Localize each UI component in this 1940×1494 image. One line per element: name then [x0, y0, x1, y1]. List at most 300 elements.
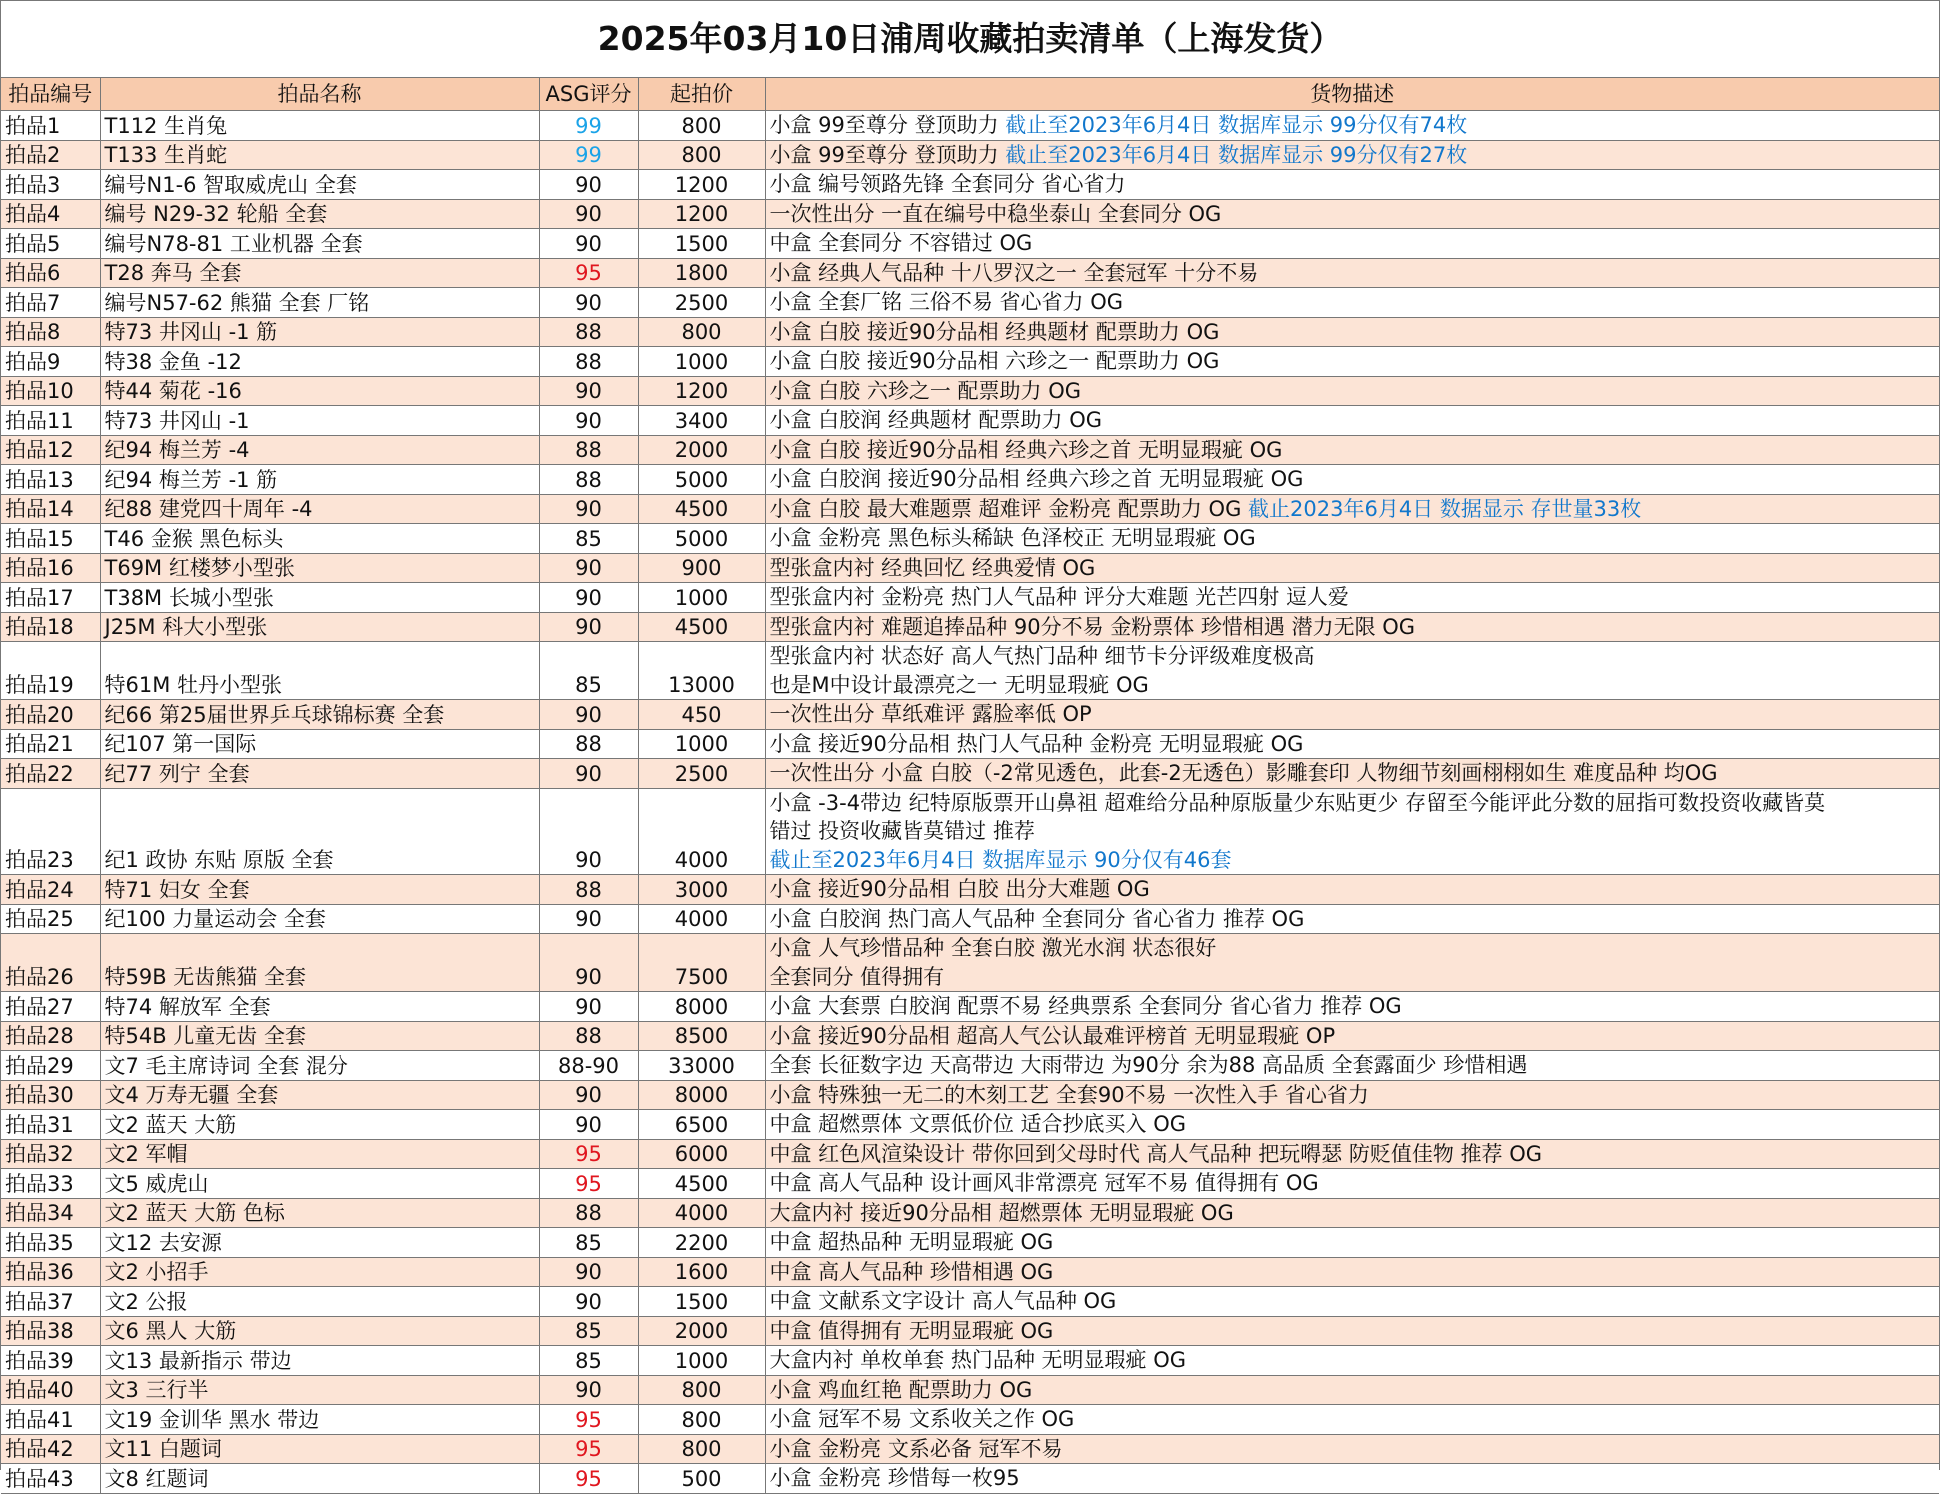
score-cell: 88	[539, 729, 638, 759]
description-cell	[765, 553, 1939, 583]
lot-id-cell: 拍品3	[1, 170, 100, 200]
table-row	[1, 140, 1939, 170]
description-line	[770, 846, 1936, 875]
table-row	[1, 992, 1939, 1022]
description-text: 小盒 白胶 接近90分品相 经典题材 配票助力 OG	[769, 319, 1220, 344]
description-line	[770, 229, 1936, 258]
start-price-cell: 2500	[638, 759, 765, 789]
score-cell: 90	[539, 904, 638, 934]
description-cell	[765, 788, 1939, 875]
table-row	[1, 524, 1939, 554]
lot-name-cell: T46 金猴 黑色标头	[100, 524, 539, 554]
table-row	[1, 229, 1939, 259]
description-cell	[765, 317, 1939, 347]
lot-name-cell: 编号N1-6 智取威虎山 全套	[100, 170, 539, 200]
description-text: 小盒 编号领路先锋 全套同分 省心省力	[769, 172, 1126, 196]
lot-name-cell: 文4 万寿无疆 全套	[100, 1080, 539, 1110]
lot-id-cell: 拍品21	[1, 729, 100, 759]
table-row	[1, 1257, 1939, 1287]
description-line	[770, 817, 1936, 846]
start-price-cell: 1000	[638, 729, 765, 759]
description-text: 小盒 金粉亮 珍惜每一枚95	[769, 1466, 1020, 1490]
description-cell	[765, 875, 1939, 905]
table-row	[1, 1021, 1939, 1051]
lot-id-cell: 拍品17	[1, 583, 100, 613]
description-cell	[765, 1021, 1939, 1051]
score-cell: 95	[539, 1464, 638, 1494]
header-row	[1, 78, 1939, 111]
description-text: 小盒 白胶 接近90分品相 六珍之一 配票助力 OG	[769, 349, 1220, 373]
lot-name-cell: T69M 红楼梦小型张	[100, 553, 539, 583]
description-line	[770, 1140, 1936, 1169]
description-cell	[765, 435, 1939, 465]
description-line	[770, 642, 1936, 671]
table-row	[1, 199, 1939, 229]
score-cell: 85	[539, 642, 638, 700]
table-row	[1, 1169, 1939, 1199]
start-price-cell: 13000	[638, 642, 765, 700]
auction-table	[1, 78, 1939, 1494]
lot-id-cell: 拍品6	[1, 258, 100, 288]
table-row	[1, 612, 1939, 642]
table-row	[1, 170, 1939, 200]
description-text: 小盒 接近90分品相 超高人气公认最难评榜首 无明显瑕疵 OP	[769, 1023, 1336, 1048]
database-note-text: 截止至2023年6月4日 数据库显示 99分仅有74枚	[1005, 113, 1468, 137]
start-price-cell: 4500	[638, 612, 765, 642]
table-row	[1, 1287, 1939, 1317]
description-text: 错过 投资收藏皆莫错过 推荐	[769, 819, 1035, 843]
table-row	[1, 875, 1939, 905]
score-cell: 90	[539, 376, 638, 406]
score-cell: 90	[539, 288, 638, 318]
score-cell: 88	[539, 435, 638, 465]
description-cell	[765, 729, 1939, 759]
lot-id-cell: 拍品39	[1, 1346, 100, 1376]
lot-id-cell: 拍品4	[1, 199, 100, 229]
score-cell: 90	[539, 1375, 638, 1405]
start-price-cell: 2000	[638, 1316, 765, 1346]
table-row	[1, 1316, 1939, 1346]
start-price-cell: 1200	[638, 376, 765, 406]
lot-name-cell: 文11 白题词	[100, 1434, 539, 1464]
description-text: 小盒 经典人气品种 十八罗汉之一 全套冠军 十分不易	[769, 260, 1259, 285]
description-text: 型张盒内衬 状态好 高人气热门品种 细节卡分评级难度极高	[769, 644, 1315, 668]
description-cell	[765, 1257, 1939, 1287]
description-line	[770, 1169, 1936, 1198]
lot-name-cell: T133 生肖蛇	[100, 140, 539, 170]
lot-name-cell: 文19 金训华 黑水 带边	[100, 1405, 539, 1435]
lot-id-cell: 拍品31	[1, 1110, 100, 1140]
table-row	[1, 435, 1939, 465]
table-row	[1, 642, 1939, 700]
lot-name-cell: 特38 金鱼 -12	[100, 347, 539, 377]
description-cell	[765, 904, 1939, 934]
description-cell	[765, 199, 1939, 229]
table-row	[1, 258, 1939, 288]
description-line	[770, 730, 1936, 759]
description-text: 一次性出分 一直在编号中稳坐泰山 全套同分 OG	[769, 201, 1222, 226]
description-line	[770, 111, 1936, 140]
start-price-cell: 800	[638, 317, 765, 347]
description-line	[770, 1464, 1936, 1493]
description-cell	[765, 1110, 1939, 1140]
start-price-cell: 1000	[638, 583, 765, 613]
start-price-cell: 450	[638, 700, 765, 730]
score-cell: 88	[539, 1021, 638, 1051]
score-cell: 90	[539, 612, 638, 642]
description-text: 小盒 冠军不易 文系收关之作 OG	[769, 1407, 1075, 1431]
description-text: 全套同分 值得拥有	[769, 964, 945, 989]
lot-id-cell: 拍品15	[1, 524, 100, 554]
description-line	[770, 141, 1936, 170]
start-price-cell: 7500	[638, 934, 765, 992]
description-text: 中盒 全套同分 不容错过 OG	[769, 231, 1033, 255]
lot-name-cell: 文2 小招手	[100, 1257, 539, 1287]
table-row	[1, 1434, 1939, 1464]
description-line	[770, 671, 1936, 700]
description-cell	[765, 376, 1939, 406]
description-line	[770, 1287, 1936, 1316]
description-line	[770, 1376, 1936, 1405]
lot-name-cell: 纪107 第一国际	[100, 729, 539, 759]
lot-id-cell: 拍品36	[1, 1257, 100, 1287]
table-row	[1, 700, 1939, 730]
lot-name-cell: 纪1 政协 东贴 原版 全套	[100, 788, 539, 875]
description-line	[770, 1346, 1936, 1375]
table-row	[1, 1110, 1939, 1140]
description-text: 小盒 接近90分品相 白胶 出分大难题 OG	[769, 877, 1150, 901]
description-text: 小盒 白胶润 热门高人气品种 全套同分 省心省力 推荐 OG	[769, 906, 1305, 931]
start-price-cell: 3400	[638, 406, 765, 436]
description-cell	[765, 1287, 1939, 1317]
table-row	[1, 317, 1939, 347]
description-text: 型张盒内衬 经典回忆 经典爱情 OG	[769, 555, 1096, 580]
description-cell	[765, 583, 1939, 613]
description-line	[770, 259, 1936, 288]
start-price-cell: 500	[638, 1464, 765, 1494]
description-cell	[765, 140, 1939, 170]
description-cell	[765, 1434, 1939, 1464]
description-cell	[765, 642, 1939, 700]
score-cell: 88	[539, 465, 638, 495]
description-text: 小盒 99至尊分 登顶助力	[769, 113, 1006, 137]
sheet-title: 2025年03月10日浦周收藏拍卖清单（上海发货）	[1, 1, 1939, 78]
lot-id-cell: 拍品7	[1, 288, 100, 318]
start-price-cell: 4500	[638, 1169, 765, 1199]
lot-id-cell: 拍品28	[1, 1021, 100, 1051]
lot-id-cell: 拍品11	[1, 406, 100, 436]
lot-id-cell: 拍品41	[1, 1405, 100, 1435]
description-text: 中盒 超燃票体 文票低价位 适合抄底买入 OG	[769, 1112, 1187, 1136]
score-cell: 90	[539, 583, 638, 613]
start-price-cell: 1200	[638, 199, 765, 229]
description-line	[770, 495, 1936, 524]
score-cell: 85	[539, 1316, 638, 1346]
score-cell: 95	[539, 1169, 638, 1199]
score-cell: 85	[539, 524, 638, 554]
score-cell: 90	[539, 992, 638, 1022]
lot-name-cell: 编号N57-62 熊猫 全套 厂铭	[100, 288, 539, 318]
score-cell: 99	[539, 111, 638, 141]
description-text: 中盒 红色风渲染设计 带你回到父母时代 高人气品种 把玩嘚瑟 防贬值佳物 推荐 OG	[769, 1141, 1543, 1166]
start-price-cell: 5000	[638, 524, 765, 554]
lot-name-cell: 特54B 儿童无齿 全套	[100, 1021, 539, 1051]
score-cell: 95	[539, 258, 638, 288]
description-line	[770, 377, 1936, 406]
start-price-cell: 1500	[638, 229, 765, 259]
table-row	[1, 1464, 1939, 1494]
score-cell: 90	[539, 934, 638, 992]
lot-id-cell: 拍品10	[1, 376, 100, 406]
lot-id-cell: 拍品24	[1, 875, 100, 905]
description-text: 小盒 特殊独一无二的木刻工艺 全套90不易 一次性入手 省心省力	[769, 1082, 1369, 1107]
description-line	[770, 554, 1936, 583]
lot-name-cell: T38M 长城小型张	[100, 583, 539, 613]
score-cell: 90	[539, 1287, 638, 1317]
description-cell	[765, 992, 1939, 1022]
column-header-price: 起拍价	[638, 78, 765, 111]
description-line	[770, 1405, 1936, 1434]
lot-id-cell: 拍品12	[1, 435, 100, 465]
start-price-cell: 4000	[638, 788, 765, 875]
lot-name-cell: 文6 黑人 大筋	[100, 1316, 539, 1346]
description-cell	[765, 1346, 1939, 1376]
lot-id-cell: 拍品29	[1, 1051, 100, 1081]
start-price-cell: 8500	[638, 1021, 765, 1051]
lot-id-cell: 拍品40	[1, 1375, 100, 1405]
lot-id-cell: 拍品32	[1, 1139, 100, 1169]
start-price-cell: 1000	[638, 1346, 765, 1376]
description-cell	[765, 347, 1939, 377]
lot-name-cell: 文2 公报	[100, 1287, 539, 1317]
lot-name-cell: 特59B 无齿熊猫 全套	[100, 934, 539, 992]
description-line	[770, 1199, 1936, 1228]
description-text: 小盒 白胶 六珍之一 配票助力 OG	[769, 378, 1082, 403]
description-cell	[765, 406, 1939, 436]
start-price-cell: 2500	[638, 288, 765, 318]
description-text: 小盒 白胶 最大难题票 超难评 金粉亮 配票助力 OG	[769, 496, 1249, 521]
description-line	[770, 200, 1936, 229]
lot-name-cell: 纪100 力量运动会 全套	[100, 904, 539, 934]
start-price-cell: 1800	[638, 258, 765, 288]
lot-name-cell: 文3 三行半	[100, 1375, 539, 1405]
table-row	[1, 288, 1939, 318]
description-cell	[765, 288, 1939, 318]
lot-name-cell: 特61M 牡丹小型张	[100, 642, 539, 700]
description-text: 小盒 大套票 白胶润 配票不易 经典票系 全套同分 省心省力 推荐 OG	[769, 994, 1402, 1018]
description-text: 中盒 高人气品种 设计画风非常漂亮 冠军不易 值得拥有 OG	[769, 1171, 1319, 1195]
description-line	[770, 347, 1936, 376]
description-cell	[765, 934, 1939, 992]
description-line	[770, 524, 1936, 553]
lot-id-cell: 拍品2	[1, 140, 100, 170]
table-row	[1, 583, 1939, 613]
description-line	[770, 1317, 1936, 1346]
description-line	[770, 700, 1936, 729]
database-note-text: 截止至2023年6月4日 数据库显示 99分仅有27枚	[1005, 142, 1468, 167]
start-price-cell: 800	[638, 111, 765, 141]
lot-name-cell: 文12 去安源	[100, 1228, 539, 1258]
description-line	[770, 406, 1936, 435]
score-cell: 90	[539, 229, 638, 259]
description-text: 小盒 白胶 接近90分品相 经典六珍之首 无明显瑕疵 OG	[769, 437, 1283, 462]
score-cell: 88-90	[539, 1051, 638, 1081]
description-text: 大盒内衬 接近90分品相 超燃票体 无明显瑕疵 OG	[769, 1200, 1234, 1225]
lot-name-cell: 特44 菊花 -16	[100, 376, 539, 406]
lot-id-cell: 拍品42	[1, 1434, 100, 1464]
lot-id-cell: 拍品27	[1, 992, 100, 1022]
lot-name-cell: T28 奔马 全套	[100, 258, 539, 288]
description-line	[770, 1228, 1936, 1257]
description-text: 小盒 鸡血红艳 配票助力 OG	[769, 1377, 1033, 1402]
start-price-cell: 6000	[638, 1139, 765, 1169]
database-note-text: 截止至2023年6月4日 数据库显示 90分仅有46套	[769, 847, 1232, 872]
table-row	[1, 1080, 1939, 1110]
lot-id-cell: 拍品26	[1, 934, 100, 992]
description-cell	[765, 612, 1939, 642]
table-row	[1, 1051, 1939, 1081]
description-cell	[765, 1464, 1939, 1494]
lot-id-cell: 拍品25	[1, 904, 100, 934]
start-price-cell: 1000	[638, 347, 765, 377]
description-line	[770, 583, 1936, 612]
description-text: 全套 长征数字边 天高带边 大雨带边 为90分 余为88 高品质 全套露面少 珍惜相遇	[769, 1053, 1528, 1077]
table-row	[1, 934, 1939, 992]
lot-name-cell: 特73 井冈山 -1 筋	[100, 317, 539, 347]
description-line	[770, 1435, 1936, 1464]
description-line	[770, 288, 1936, 317]
description-text: 中盒 超热品种 无明显瑕疵 OG	[769, 1230, 1054, 1254]
table-row	[1, 406, 1939, 436]
description-text: 中盒 值得拥有 无明显瑕疵 OG	[769, 1318, 1054, 1343]
table-row	[1, 729, 1939, 759]
description-line	[770, 1022, 1936, 1051]
lot-name-cell: 文2 蓝天 大筋	[100, 1110, 539, 1140]
score-cell: 90	[539, 788, 638, 875]
score-cell: 90	[539, 199, 638, 229]
score-cell: 95	[539, 1405, 638, 1435]
lot-id-cell: 拍品8	[1, 317, 100, 347]
description-text: 中盒 文献系文字设计 高人气品种 OG	[769, 1289, 1117, 1313]
lot-id-cell: 拍品38	[1, 1316, 100, 1346]
lot-name-cell: 纪94 梅兰芳 -1 筋	[100, 465, 539, 495]
score-cell: 88	[539, 317, 638, 347]
lot-id-cell: 拍品18	[1, 612, 100, 642]
description-text: 小盒 金粉亮 文系必备 冠军不易	[769, 1436, 1063, 1461]
description-text: 一次性出分 小盒 白胶（-2常见透色，此套-2无透色）影雕套印 人物细节刻画栩栩如生 难度品种 均OG	[769, 761, 1718, 785]
table-row	[1, 788, 1939, 875]
table-row	[1, 1405, 1939, 1435]
description-cell	[765, 524, 1939, 554]
description-line	[770, 1258, 1936, 1287]
lot-id-cell: 拍品23	[1, 788, 100, 875]
description-cell	[765, 1080, 1939, 1110]
score-cell: 90	[539, 553, 638, 583]
lot-id-cell: 拍品13	[1, 465, 100, 495]
column-header-description: 货物描述	[765, 78, 1939, 111]
description-text: 型张盒内衬 金粉亮 热门人气品种 评分大难题 光芒四射 逗人爱	[769, 585, 1349, 609]
table-row	[1, 1375, 1939, 1405]
description-line	[770, 1081, 1936, 1110]
start-price-cell: 8000	[638, 992, 765, 1022]
start-price-cell: 1500	[638, 1287, 765, 1317]
start-price-cell: 900	[638, 553, 765, 583]
description-cell	[765, 1198, 1939, 1228]
lot-id-cell: 拍品33	[1, 1169, 100, 1199]
lot-id-cell: 拍品1	[1, 111, 100, 141]
description-text: 小盒 全套厂铭 三俗不易 省心省力 OG	[769, 290, 1124, 314]
description-cell	[765, 258, 1939, 288]
description-line	[770, 465, 1936, 494]
lot-name-cell: 文13 最新指示 带边	[100, 1346, 539, 1376]
lot-id-cell: 拍品5	[1, 229, 100, 259]
description-text: 小盒 99至尊分 登顶助力	[769, 142, 1006, 167]
start-price-cell: 800	[638, 1405, 765, 1435]
lot-name-cell: 特71 妇女 全套	[100, 875, 539, 905]
start-price-cell: 8000	[638, 1080, 765, 1110]
description-line	[770, 318, 1936, 347]
start-price-cell: 33000	[638, 1051, 765, 1081]
score-cell: 90	[539, 1257, 638, 1287]
description-text: 小盒 接近90分品相 热门人气品种 金粉亮 无明显瑕疵 OG	[769, 731, 1304, 756]
score-cell: 90	[539, 759, 638, 789]
lot-name-cell: 编号N78-81 工业机器 全套	[100, 229, 539, 259]
lot-name-cell: 纪77 列宁 全套	[100, 759, 539, 789]
lot-name-cell: 特73 井冈山 -1	[100, 406, 539, 436]
description-cell	[765, 229, 1939, 259]
table-row	[1, 553, 1939, 583]
lot-name-cell: J25M 科大小型张	[100, 612, 539, 642]
description-line	[770, 1110, 1936, 1139]
lot-id-cell: 拍品34	[1, 1198, 100, 1228]
description-line	[770, 963, 1936, 992]
start-price-cell: 2000	[638, 435, 765, 465]
score-cell: 95	[539, 1139, 638, 1169]
start-price-cell: 1600	[638, 1257, 765, 1287]
table-row	[1, 376, 1939, 406]
lot-name-cell: 纪94 梅兰芳 -4	[100, 435, 539, 465]
description-line	[770, 170, 1936, 199]
score-cell: 90	[539, 494, 638, 524]
score-cell: 85	[539, 1346, 638, 1376]
table-body	[1, 111, 1939, 1494]
score-cell: 99	[539, 140, 638, 170]
table-row	[1, 347, 1939, 377]
start-price-cell: 800	[638, 140, 765, 170]
table-row	[1, 1346, 1939, 1376]
description-cell	[765, 1375, 1939, 1405]
description-text: 小盒 金粉亮 黑色标头稀缺 色泽校正 无明显瑕疵 OG	[769, 526, 1256, 550]
start-price-cell: 5000	[638, 465, 765, 495]
lot-name-cell: 文2 军帽	[100, 1139, 539, 1169]
table-row	[1, 465, 1939, 495]
start-price-cell: 4000	[638, 904, 765, 934]
description-line	[770, 436, 1936, 465]
description-line	[770, 905, 1936, 934]
lot-id-cell: 拍品35	[1, 1228, 100, 1258]
lot-id-cell: 拍品19	[1, 642, 100, 700]
start-price-cell: 2200	[638, 1228, 765, 1258]
description-cell	[765, 170, 1939, 200]
description-text: 大盒内衬 单枚单套 热门品种 无明显瑕疵 OG	[769, 1348, 1187, 1372]
score-cell: 88	[539, 875, 638, 905]
database-note-text: 截止2023年6月4日 数据显示 存世量33枚	[1248, 496, 1642, 521]
description-cell	[765, 1316, 1939, 1346]
description-text: 也是M中设计最漂亮之一 无明显瑕疵 OG	[769, 672, 1149, 697]
table-row	[1, 1139, 1939, 1169]
description-text: 一次性出分 草纸难评 露脸率低 OP	[769, 702, 1092, 726]
description-cell	[765, 1228, 1939, 1258]
